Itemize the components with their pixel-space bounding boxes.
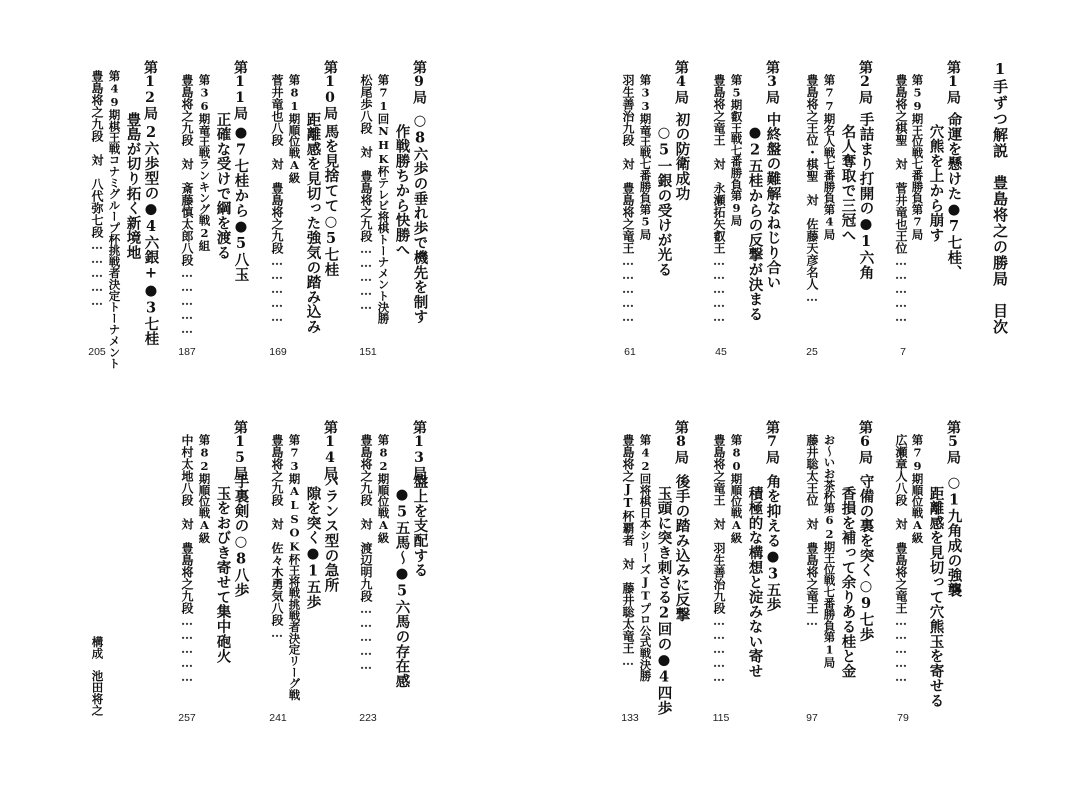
game-event: 第80期順位戦A級 [729,434,744,544]
game-title: 積極的な構想と淀みない寄せ [746,486,764,679]
game-players: 豊島将之王位・棋聖 対 佐藤天彦名人… [805,74,819,304]
game-title: 玉頭に突き刺さる2回の●4四歩 [655,486,673,716]
game-players: 豊島将之九段 対 八代弥七段…………… [90,70,104,308]
game-number: 第13局 [411,420,427,480]
game-event: 第5期叡王戦七番勝負第9局 [729,74,744,226]
game-number: 第2局 [857,60,873,104]
game-title: 後手の踏み込みに反撃 [673,474,691,622]
game-event: 第77期名人戦七番勝負第4局 [822,74,837,240]
game-number: 第7局 [764,420,780,464]
game-title: 手裏剣の○8八歩 [232,474,250,598]
game-title: バランス型の急所 [322,474,340,593]
game-number: 第8局 [673,420,689,464]
game-event: 第71回NHK杯テレビ将棋トーナメント決勝 [376,74,391,324]
game-number: 第14局 [322,420,338,480]
page-number: 7 [900,346,906,358]
game-players: 松尾歩八段 対 豊島将之九段…………… [359,74,373,312]
game-title: 手詰まり打開の●1六角 [857,112,875,280]
game-event: お～いお茶杯第62期王位戦七番勝負第1局 [822,434,837,668]
game-number: 第1局 [945,60,961,104]
game-players: 菅井竜也八段 対 豊島将之九段…………… [270,74,284,324]
toc-heading: 1手ずつ解説 豊島将之の勝局 目次 [991,60,1009,335]
game-title: 馬を見捨てて○5七桂 [322,124,340,277]
game-event: 第36期竜王戦ランキング戦2組 [197,74,212,252]
game-event: 第42回将棋日本シリーズJTプロ公式戦決勝 [638,434,653,682]
game-title: 豊島が切り拓く新境地 [124,112,142,260]
game-event: 第59期王位戦七番勝負第7局 [910,74,925,240]
game-title: ○5一銀の受けが光る [655,124,673,277]
game-players: 豊島将之JT杯覇者 対 藤井聡太竜王… [621,434,635,668]
page-number: 115 [712,712,730,724]
game-title: 距離感を見切って穴熊玉を寄せる [927,486,945,708]
game-event: 第33期竜王戦七番勝負第5局 [638,74,653,240]
game-players: 羽生善治九段 対 豊島将之竜王…………… [621,74,635,324]
page-number: 133 [621,712,639,724]
game-title: 作戦勝ちから快勝へ [393,124,411,258]
game-players: 豊島将之竜王 対 羽生善治九段…………… [712,434,726,684]
game-number: 第9局 [411,60,427,104]
game-title: 距離感を見切った強気の踏み込み [304,112,322,334]
page-number: 79 [897,712,909,724]
game-title: ●7七桂から●5八玉 [232,124,250,282]
game-title: 名人奪取で三冠へ [839,124,857,243]
game-players: 豊島将之九段 対 渡辺明九段…………… [359,434,373,672]
page-number: 61 [624,346,636,358]
game-players: 豊島将之竜王 対 永瀬拓矢叡王…………… [712,74,726,324]
game-event: 第82期順位戦A級 [376,434,391,544]
game-title: ○1九角成の強襲 [945,474,963,598]
page-number: 241 [269,712,287,724]
page-number: 187 [178,346,196,358]
credit-label: 構成 [90,636,105,659]
game-number: 第6局 [857,420,873,464]
game-title: 命運を懸けた●7七桂、 [945,112,963,280]
page-number: 223 [359,712,377,724]
game-number: 第12局 [142,60,158,120]
page-number: 151 [359,346,377,358]
game-players: 豊島将之九段 対 佐々木勇気八段… [270,434,284,640]
page-number: 257 [178,712,196,724]
game-title: 玉をおびき寄せて集中砲火 [214,486,232,664]
game-number: 第15局 [232,420,248,480]
game-event: 第81期順位戦A級 [287,74,302,184]
game-number: 第11局 [232,60,248,120]
page-number: 45 [715,346,727,358]
game-players: 豊島将之九段 対 斎藤慎太郎八段…………… [180,74,194,336]
game-number: 第3局 [764,60,780,104]
page-number: 97 [806,712,818,724]
game-title: 初の防衛成功 [673,112,691,201]
page-number: 169 [269,346,287,358]
game-title: 隙を突く●1五歩 [304,486,322,610]
game-number: 第10局 [322,60,338,120]
game-event: 第49期棋王戦コナミグループ杯挑戦者決定トーナメント [107,70,122,369]
game-title: 香損を補って余りある桂と金 [839,486,857,679]
game-title: 2六歩型の●4六銀+●3七桂 [142,124,160,347]
game-title: 盤上を支配する [411,474,429,578]
game-title: 守備の裏を突く○9七歩 [857,474,875,642]
game-title: ●5五馬～●5六馬の存在感 [393,486,411,689]
game-title: 中終盤の難解なねじり合い [764,112,782,290]
page-number: 25 [806,346,818,358]
game-players: 豊島将之棋聖 対 菅井竜也王位…………… [894,74,908,324]
game-number: 第5局 [945,420,961,464]
game-event: 第82期順位戦A級 [197,434,212,544]
game-players: 中村太地八段 対 豊島将之九段…………… [180,434,194,684]
game-title: 穴熊を上から崩す [927,124,945,243]
game-title: ●2五桂からの反撃が決まる [746,124,764,322]
page-number: 205 [88,346,106,358]
game-title: 角を抑える●3五歩 [764,474,782,613]
credit-name: 池田将之 [90,670,105,716]
game-number: 第4局 [673,60,689,104]
game-title: ○8六歩の垂れ歩で機先を制す [411,112,429,325]
game-title: 正確な受けで綱を渡る [214,112,232,260]
game-players: 藤井聡太王位 対 豊島将之竜王… [805,434,819,628]
game-players: 広瀬章人八段 対 豊島将之竜王…………… [894,434,908,684]
game-event: 第79期順位戦A級 [910,434,925,544]
game-event: 第73期ALSOK杯王将戦挑戦者決定リーグ戦 [287,434,302,701]
